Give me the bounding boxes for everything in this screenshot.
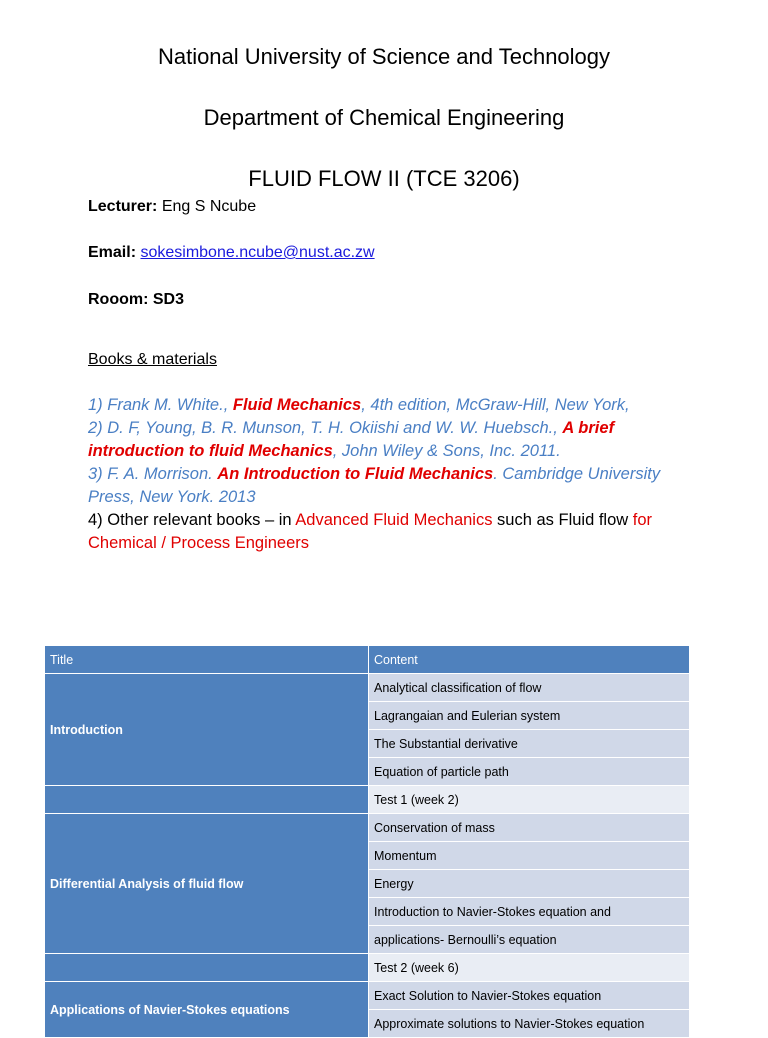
ref4-intro: 4) Other relevant books – in: [88, 511, 296, 529]
table-row: [45, 814, 690, 842]
content-cell: Approximate solutions to Navier-Stokes equation: [369, 1010, 690, 1038]
content-cell: Lagrangaian and Eulerian system: [369, 702, 690, 730]
table-row: [45, 954, 690, 982]
content-cell: Momentum: [369, 842, 690, 870]
reference-4: [88, 509, 708, 555]
header-content: Content: [369, 646, 690, 674]
content-cell: Conservation of mass: [369, 814, 690, 842]
content-cell: Energy: [369, 870, 690, 898]
ref1-authors: 1) Frank M. White.,: [88, 396, 233, 414]
ref3-title: An Introduction to Fluid Mechanics: [217, 465, 494, 483]
content-cell: Equation of particle path: [369, 758, 690, 786]
ref1-title: Fluid Mechanics: [232, 396, 362, 414]
empty-title-cell: [45, 954, 369, 982]
lecturer-value: Eng S Ncube: [161, 198, 257, 215]
table-row: [45, 674, 690, 702]
section-title: Applications of Navier-Stokes equations: [45, 982, 369, 1038]
ref4-topic: Advanced Fluid Mechanics: [295, 511, 493, 529]
email-link[interactable]: sokesimbone.ncube@nust.ac.zw: [140, 244, 375, 261]
ref2-publisher: , John Wiley & Sons, Inc. 2011.: [332, 442, 561, 460]
content-cell: The Substantial derivative: [369, 730, 690, 758]
university-name: National University of Science and Technology: [157, 44, 611, 69]
content-cell: Exact Solution to Navier-Stokes equation: [369, 982, 690, 1010]
ref4-middle: such as Fluid flow: [492, 511, 633, 529]
content-cell: Analytical classification of flow: [369, 674, 690, 702]
books-heading: Books & materials: [88, 351, 217, 368]
ref3-authors: 3) F. A. Morrison.: [88, 465, 218, 483]
email-label: Email:: [88, 244, 137, 261]
ref1-publisher: , 4th edition, McGraw-Hill, New York,: [361, 396, 630, 414]
table-header-row: [45, 646, 690, 674]
table-row: [45, 786, 690, 814]
content-cell: Introduction to Navier-Stokes equation and: [369, 898, 690, 926]
test-cell: Test 2 (week 6): [369, 954, 690, 982]
course-outline-table: [44, 645, 690, 1038]
reference-2: [88, 417, 708, 463]
table-row: [45, 982, 690, 1010]
content-cell: applications- Bernoulli’s equation: [369, 926, 690, 954]
course-title: FLUID FLOW II (TCE 3206): [248, 166, 520, 191]
email-line: [88, 243, 375, 263]
ref4-end: for Chemical / Process Engineers: [88, 511, 653, 552]
section-title: Introduction: [45, 674, 369, 786]
room-line: Rooom: SD3: [88, 291, 184, 308]
test-cell: Test 1 (week 2): [369, 786, 690, 814]
department-name: Department of Chemical Engineering: [203, 105, 565, 130]
lecturer-line: [88, 197, 256, 217]
lecturer-label: Lecturer:: [88, 198, 158, 215]
ref2-authors: 2) D. F, Young, B. R. Munson, T. H. Okiishi and W. W. Huebsch.,: [88, 419, 563, 437]
header-title: Title: [45, 646, 369, 674]
reference-1: [88, 394, 708, 417]
empty-title-cell: [45, 786, 369, 814]
section-title: Differential Analysis of fluid flow: [45, 814, 369, 954]
ref3-publisher: . Cambridge University Press, New York. 2013: [88, 465, 661, 506]
reference-3: [88, 463, 708, 509]
ref2-title: A brief introduction to fluid Mechanics: [88, 419, 615, 460]
